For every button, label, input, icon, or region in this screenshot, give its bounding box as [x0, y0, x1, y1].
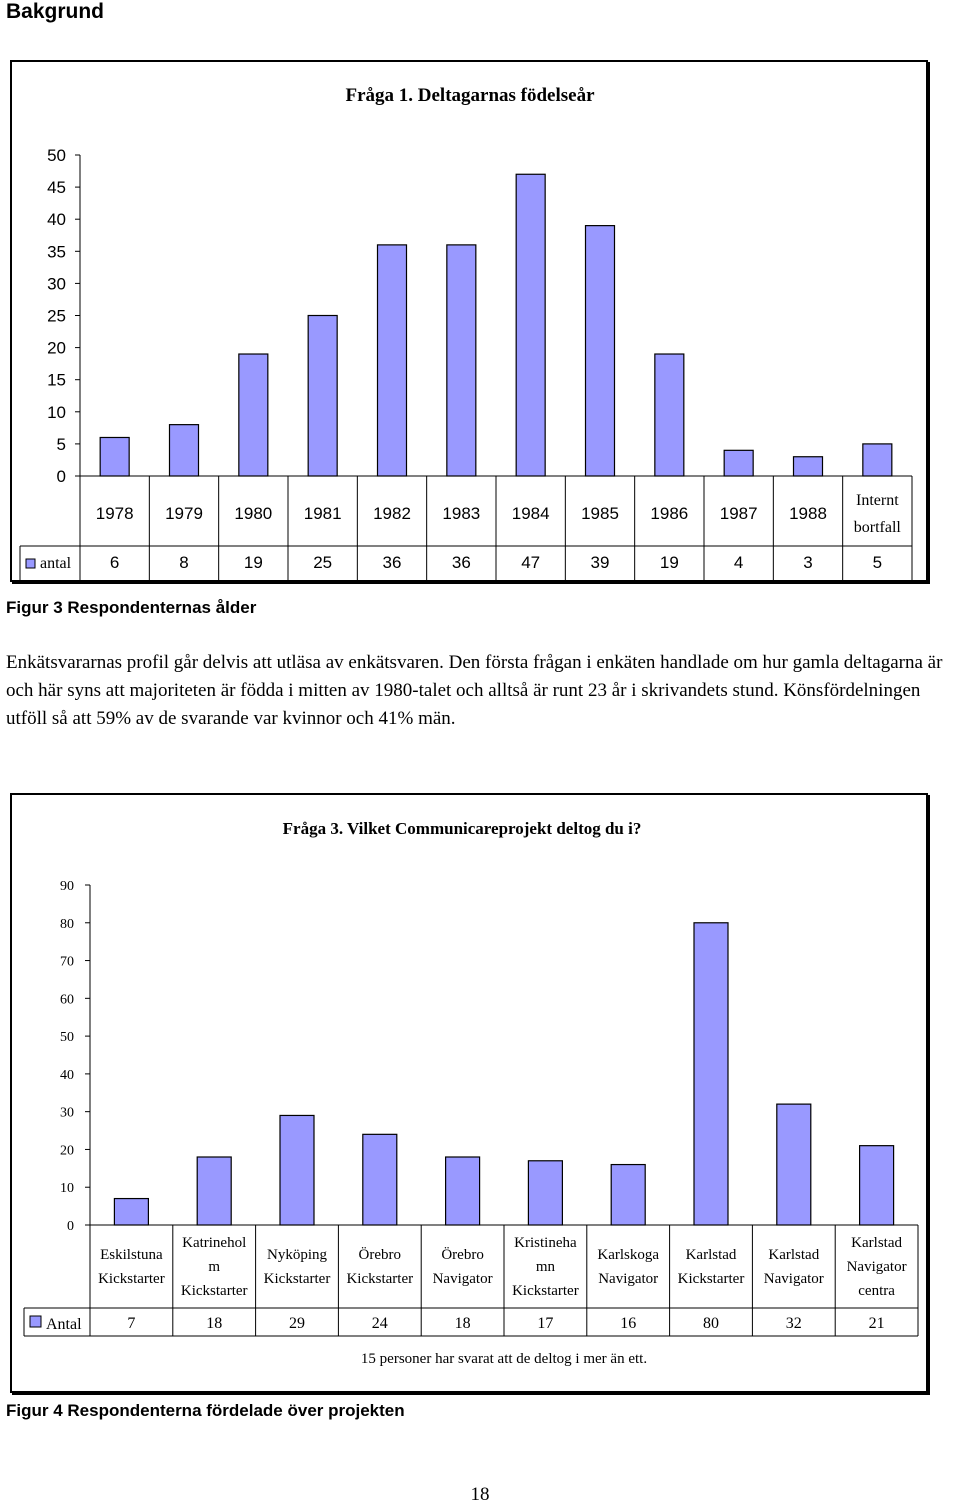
data-value: 32 [785, 1315, 802, 1332]
bar [239, 354, 268, 476]
y-tick-label: 40 [47, 210, 66, 230]
category-label: 1983 [442, 504, 481, 523]
data-value: 21 [868, 1315, 885, 1332]
bar [516, 174, 545, 476]
data-value: 36 [451, 553, 471, 572]
category-label-line: Kristineha [514, 1235, 577, 1251]
data-value: 3 [803, 553, 813, 572]
category-label: 1988 [789, 504, 827, 523]
bar [724, 450, 753, 476]
category-label: 1981 [303, 504, 342, 523]
y-tick-label: 25 [47, 306, 66, 326]
category-label [512, 1235, 579, 1299]
data-value: 36 [382, 553, 402, 572]
legend-key [26, 559, 35, 568]
data-value: 19 [243, 553, 263, 572]
y-tick-label: 0 [56, 467, 66, 486]
y-tick-label: 15 [47, 370, 66, 390]
bar [363, 1134, 397, 1225]
category-label [264, 1247, 331, 1287]
y-tick-label: 80 [60, 916, 74, 932]
y-tick-label: 35 [47, 242, 66, 262]
data-value: 47 [521, 553, 541, 572]
birth-year-chart-svg [12, 62, 926, 580]
category-label-line: Navigator [598, 1271, 659, 1287]
birth-year-chart [10, 60, 928, 582]
category-label [181, 1235, 248, 1299]
category-label-line: m [208, 1259, 221, 1275]
data-value: 19 [659, 553, 679, 572]
data-value: 6 [109, 553, 120, 572]
y-tick-label: 40 [60, 1067, 74, 1083]
series-label: antal [40, 555, 72, 572]
y-tick-label: 20 [60, 1143, 74, 1159]
category-label [847, 1235, 907, 1299]
figure-4-caption: Figur 4 Respondenterna fördelade över projekten [6, 1401, 405, 1420]
data-value: 24 [371, 1315, 388, 1332]
y-tick-label: 50 [47, 146, 66, 165]
category-label-line: Navigator [432, 1271, 493, 1287]
bar [777, 1104, 811, 1225]
y-tick-label: 50 [60, 1030, 74, 1046]
data-value: 29 [289, 1315, 305, 1332]
category-label-line: Karlskoga [597, 1247, 660, 1263]
category-label: 1985 [581, 504, 619, 523]
y-tick-label: 45 [47, 178, 66, 198]
bar [447, 245, 476, 476]
bar [655, 354, 684, 476]
bar [197, 1157, 231, 1225]
bar [378, 245, 407, 476]
category-label-line: mn [535, 1259, 555, 1275]
category-label [433, 1246, 493, 1287]
bar [528, 1161, 562, 1225]
bar [308, 316, 337, 477]
category-label-line: Örebro [358, 1247, 402, 1263]
y-tick-label: 0 [67, 1219, 74, 1234]
bar [280, 1115, 314, 1225]
y-tick-label: 60 [60, 992, 74, 1008]
y-tick-label: 10 [60, 1181, 74, 1197]
data-value: 17 [537, 1315, 554, 1332]
data-value: 39 [590, 553, 610, 572]
bar [100, 437, 129, 476]
category-label: 1984 [511, 504, 550, 523]
bar [863, 444, 892, 476]
body-paragraph: Enkätsvararnas profil går delvis att utläsa av enkätsvaren. Den första frågan i enkäten handlade om hur gamla deltagarna är och här syns att majoriteten är födda i mitten av 1980-talet och alltså är runt 23 år i skrivandets stund. Könsfördelningen utföll så att 59% av de svarande var kvinnor och 41% män. [6, 652, 943, 729]
category-label-line: Karlstad [851, 1235, 903, 1251]
category-label-line: Nyköping [267, 1247, 327, 1263]
y-tick-label: 10 [47, 402, 66, 422]
category-label [764, 1247, 824, 1287]
bar [794, 457, 823, 476]
category-label-line: Navigator [763, 1271, 824, 1287]
category-label-line: Karlstad [768, 1247, 820, 1263]
category-label-line: Kickstarter [677, 1271, 745, 1287]
category-label-line: Eskilstuna [100, 1247, 163, 1263]
legend-key [30, 1316, 41, 1327]
category-label-line: Kickstarter [346, 1271, 414, 1287]
category-label-line: Kickstarter [180, 1283, 248, 1299]
bar [694, 923, 728, 1225]
data-value: 25 [313, 553, 333, 572]
bar [860, 1146, 894, 1225]
category-label: 1986 [650, 504, 689, 523]
y-tick-label: 30 [47, 274, 66, 294]
category-label [98, 1247, 165, 1287]
bar [611, 1165, 645, 1225]
y-tick-label: 70 [60, 954, 74, 970]
category-label: 1982 [373, 504, 411, 523]
data-value: 18 [454, 1315, 471, 1332]
data-value: 18 [206, 1315, 223, 1332]
data-value: 4 [733, 553, 744, 572]
data-value: 8 [179, 553, 189, 572]
category-label-line: Internt [856, 492, 899, 509]
y-tick-label: 90 [60, 879, 74, 894]
data-value: 16 [620, 1315, 637, 1332]
y-tick-label: 20 [47, 338, 66, 358]
category-label [854, 492, 902, 536]
data-value: 5 [872, 553, 883, 572]
project-chart-svg [12, 795, 926, 1391]
category-label: 1978 [95, 504, 134, 523]
category-label-line: Navigator [846, 1259, 907, 1275]
bar [586, 226, 615, 476]
bar [446, 1157, 480, 1225]
chart-title: Fråga 3. Vilket Communicareprojekt deltog du i? [282, 819, 642, 838]
y-tick-label: 30 [60, 1105, 74, 1121]
category-label-line: Kickstarter [512, 1283, 579, 1299]
category-label-line: Örebro [441, 1247, 484, 1263]
project-chart [10, 793, 928, 1393]
category-label: 1979 [165, 504, 203, 523]
category-label-line: centra [858, 1283, 895, 1299]
page-number: 18 [470, 1484, 490, 1505]
category-label [597, 1247, 659, 1287]
series-label: Antal [46, 1316, 82, 1333]
category-label: 1987 [719, 504, 758, 523]
category-label-line: bortfall [853, 519, 901, 536]
category-label-line: Katrinehol [182, 1235, 247, 1251]
section-heading: Bakgrund [6, 0, 105, 23]
category-label: 1980 [234, 504, 273, 523]
category-label [346, 1246, 413, 1287]
chart-note: 15 personer har svarat att de deltog i mer än ett. [360, 1351, 648, 1367]
category-label-line: Kickstarter [98, 1271, 165, 1287]
y-tick-label: 5 [56, 434, 66, 454]
category-label [678, 1247, 745, 1287]
bar [114, 1199, 148, 1225]
data-value: 7 [127, 1315, 136, 1332]
chart-title: Fråga 1. Deltagarnas födelseår [345, 85, 595, 106]
figure-3-caption: Figur 3 Respondenternas ålder [6, 598, 257, 617]
category-label-line: Kickstarter [263, 1271, 331, 1287]
category-label-line: Karlstad [685, 1247, 737, 1263]
data-value: 80 [703, 1315, 719, 1332]
bar [170, 425, 199, 476]
